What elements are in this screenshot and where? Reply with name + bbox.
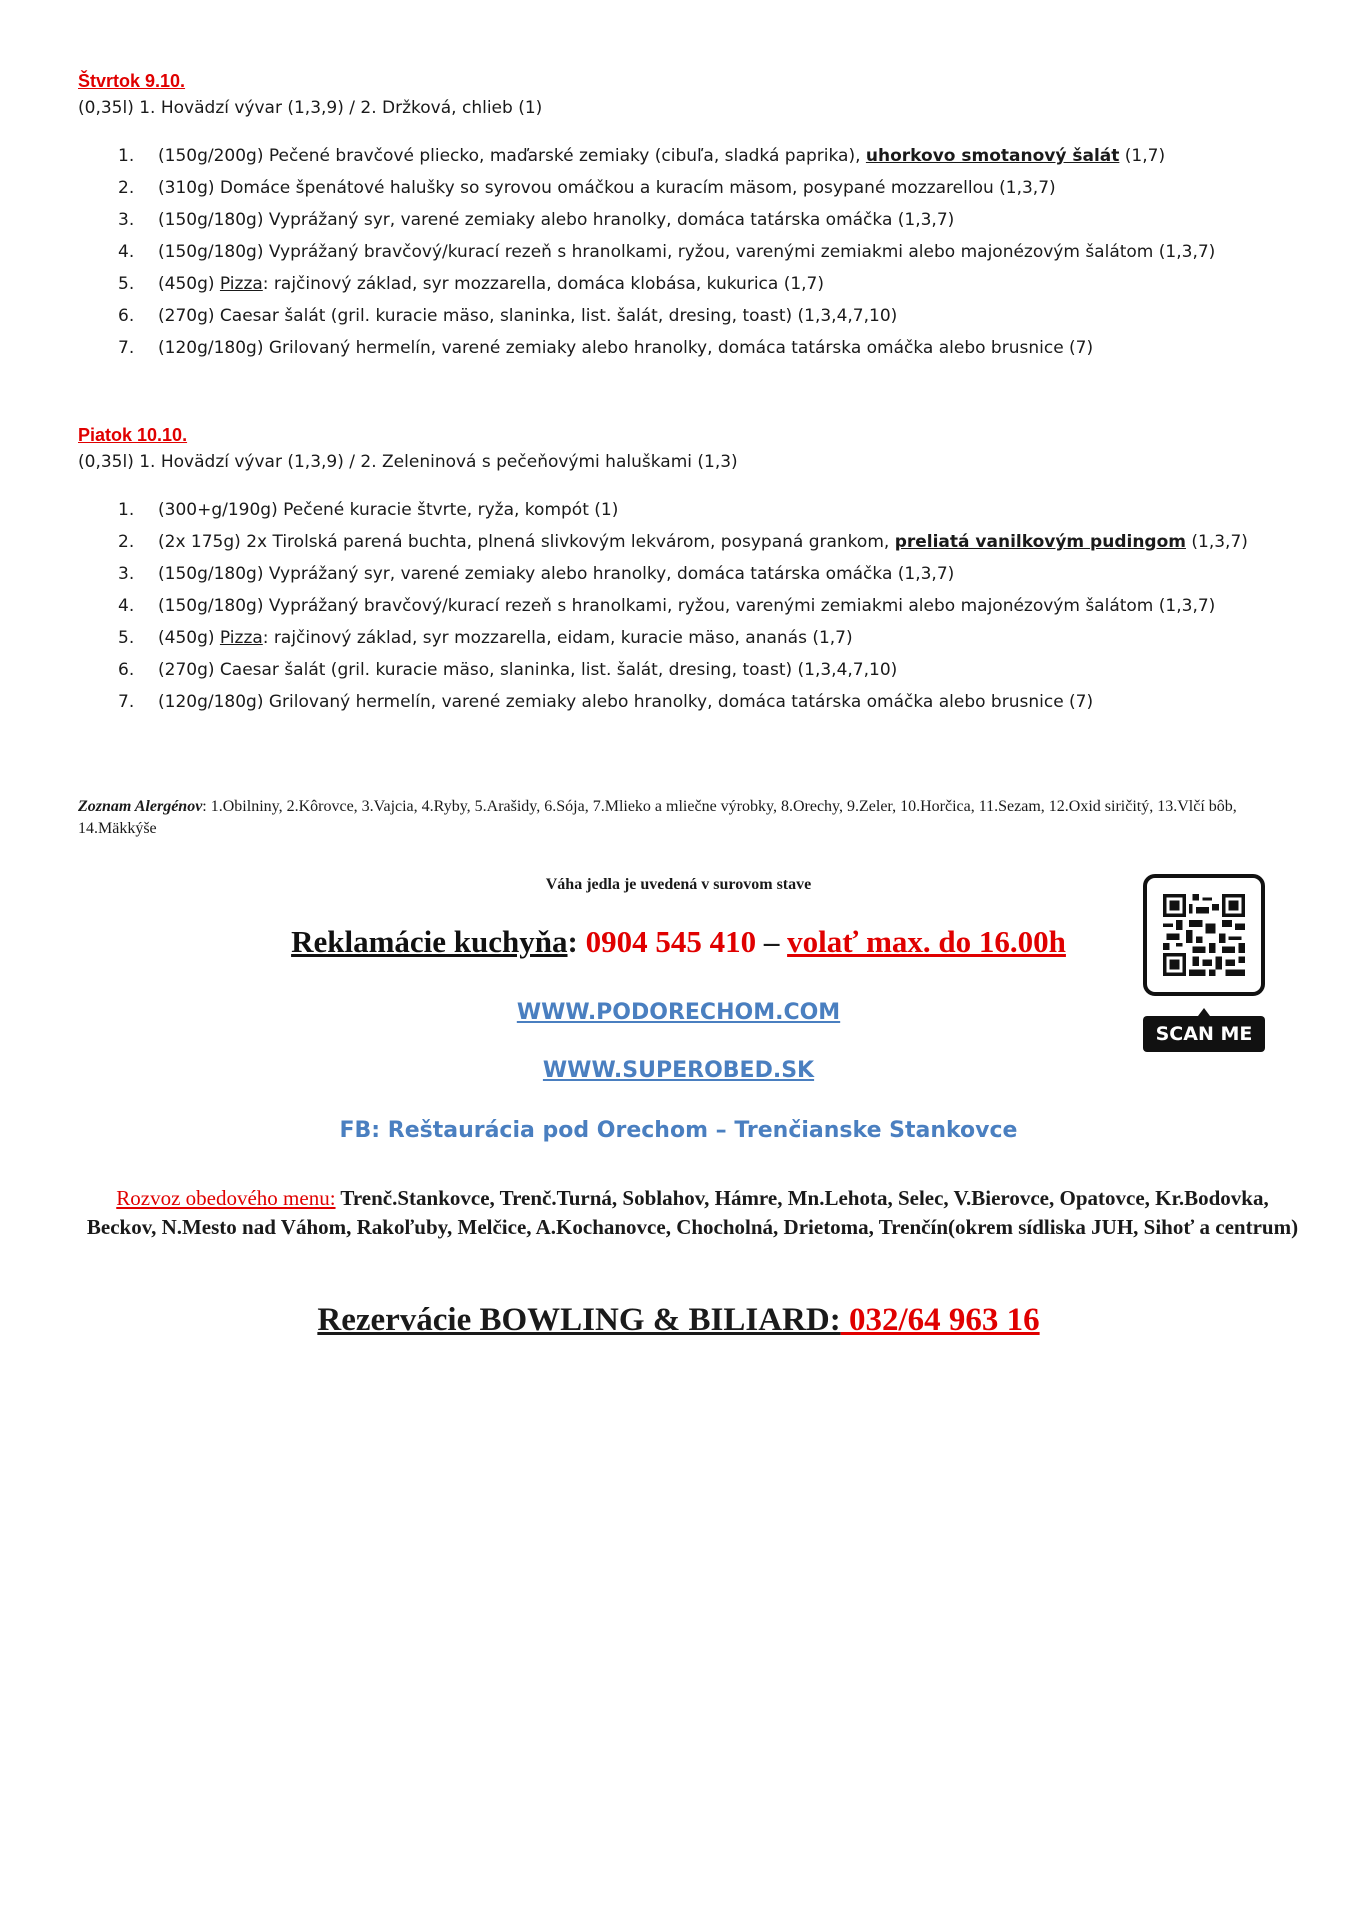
list-item: 3. (150g/180g) Vyprážaný syr, varené zemiaky alebo hranolky, domáca tatárska omáčka (1,3,7) — [118, 564, 955, 584]
bowling-phone: 032/64 963 16 — [840, 1302, 1040, 1338]
list-item: 5. (450g) Pizza: rajčinový základ, syr mozzarella, eidam, kuracie mäso, ananás (1,7) — [118, 628, 853, 648]
list-item: 2. (310g) Domáce špenátové halušky so syrovou omáčkou a kuracím mäsom, posypané mozzarellou (1,3,7) — [118, 178, 1056, 198]
list-item: 6. (270g) Caesar šalát (gril. kuracie mäso, slaninka, list. šalát, dresing, toast) (1,3,4,7,10) — [118, 660, 898, 680]
highlight: uhorkovo smotanový šalát — [865, 146, 1120, 166]
weight-note: Váha jedla je uvedená v surovom stave — [545, 876, 812, 893]
qr-code-icon[interactable] — [1143, 874, 1265, 996]
menu-list — [78, 140, 1318, 364]
complaints-line: Reklamácie kuchyňa: 0904 545 410 – volať max. do 16.00h — [291, 924, 1066, 959]
scan-me-label: SCAN ME — [1143, 1016, 1265, 1052]
list-item: 1. (150g/200g) Pečené bravčové pliecko, maďarské zemiaky (cibuľa, sladká paprika), uhorkovo smotanový šalát (1,7) — [118, 146, 1166, 166]
bowling-reservation: Rezervácie BOWLING & BILIARD: 032/64 963 16 — [317, 1302, 1040, 1338]
menu-list — [78, 494, 1318, 718]
list-item: 7. (120g/180g) Grilovaný hermelín, varené zemiaky alebo hranolky, domáca tatárska omáčka alebo brusnice (7) — [118, 692, 1094, 712]
list-item: 5. (450g) Pizza: rajčinový základ, syr mozzarella, domáca klobása, kukurica (1,7) — [118, 274, 825, 294]
day-title: Piatok 10.10. — [78, 425, 188, 445]
day-section — [78, 424, 1318, 718]
delivery-text: Rozvoz obedového menu: Trenč.Stankovce, Trenč.Turná, Soblahov, Hámre, Mn.Lehota, Selec, V.Bierovce, Opatovce, Kr.Bodovka, Beckov, N.Mesto nad Váhom, Rakoľuby, Melčice, A.Kochanovce, Chocholná, Drietoma, Trenčín(okrem sídliska JUH, Sihoť a centrum) — [86, 1186, 1299, 1239]
list-item: 7. (120g/180g) Grilovaný hermelín, varené zemiaky alebo hranolky, domáca tatárska omáčka alebo brusnice (7) — [118, 338, 1094, 358]
list-item: 2. (2x 175g) 2x Tirolská parená buchta, plnená slivkovým lekvárom, posypaná grankom, preliatá vanilkovým pudingom (1,3,7) — [118, 532, 1248, 552]
allergen-list: Zoznam Alergénov: 1.Obilniny, 2.Kôrovce, 3.Vajcia, 4.Ryby, 5.Arašidy, 6.Sója, 7.Mlieko a mliečne výrobky, 8.Orechy, 9.Zeler, 10.Horčica, 11.Sezam, 12.Oxid siričitý, 13.Vlčí bôb, 14.Mäkkýše — [78, 798, 1237, 837]
list-item: 1. (300+g/190g) Pečené kuracie štvrte, ryža, kompót (1) — [118, 500, 619, 520]
day-section — [78, 70, 1318, 364]
list-item: 3. (150g/180g) Vyprážaný syr, varené zemiaky alebo hranolky, domáca tatárska omáčka (1,3,7) — [118, 210, 955, 230]
list-item: 4. (150g/180g) Vyprážaný bravčový/kurací rezeň s hranolkami, ryžou, varenými zemiakmi alebo majonézovým šalátom (1,3,7) — [118, 242, 1216, 262]
day-title: Štvrtok 9.10. — [78, 71, 186, 91]
highlight: preliatá vanilkovým pudingom — [894, 532, 1186, 552]
website-link[interactable]: WWW.PODORECHOM.COM — [516, 1000, 841, 1025]
list-item: 6. (270g) Caesar šalát (gril. kuracie mäso, slaninka, list. šalát, dresing, toast) (1,3,4,7,10) — [118, 306, 898, 326]
list-item: 4. (150g/180g) Vyprážaný bravčový/kurací rezeň s hranolkami, ryžou, varenými zemiakmi alebo majonézovým šalátom (1,3,7) — [118, 596, 1216, 616]
website-link[interactable]: WWW.SUPEROBED.SK — [542, 1058, 815, 1083]
facebook-text: FB: Reštaurácia pod Orechom – Trenčianske Stankovce — [339, 1118, 1018, 1143]
soup-line: (0,35l) 1. Hovädzí vývar (1,3,9) / 2. Držková, chlieb (1) — [78, 98, 543, 118]
soup-line: (0,35l) 1. Hovädzí vývar (1,3,9) / 2. Zeleninová s pečeňovými haluškami (1,3) — [78, 452, 738, 472]
complaints-phone: 0904 545 410 — [585, 924, 757, 959]
